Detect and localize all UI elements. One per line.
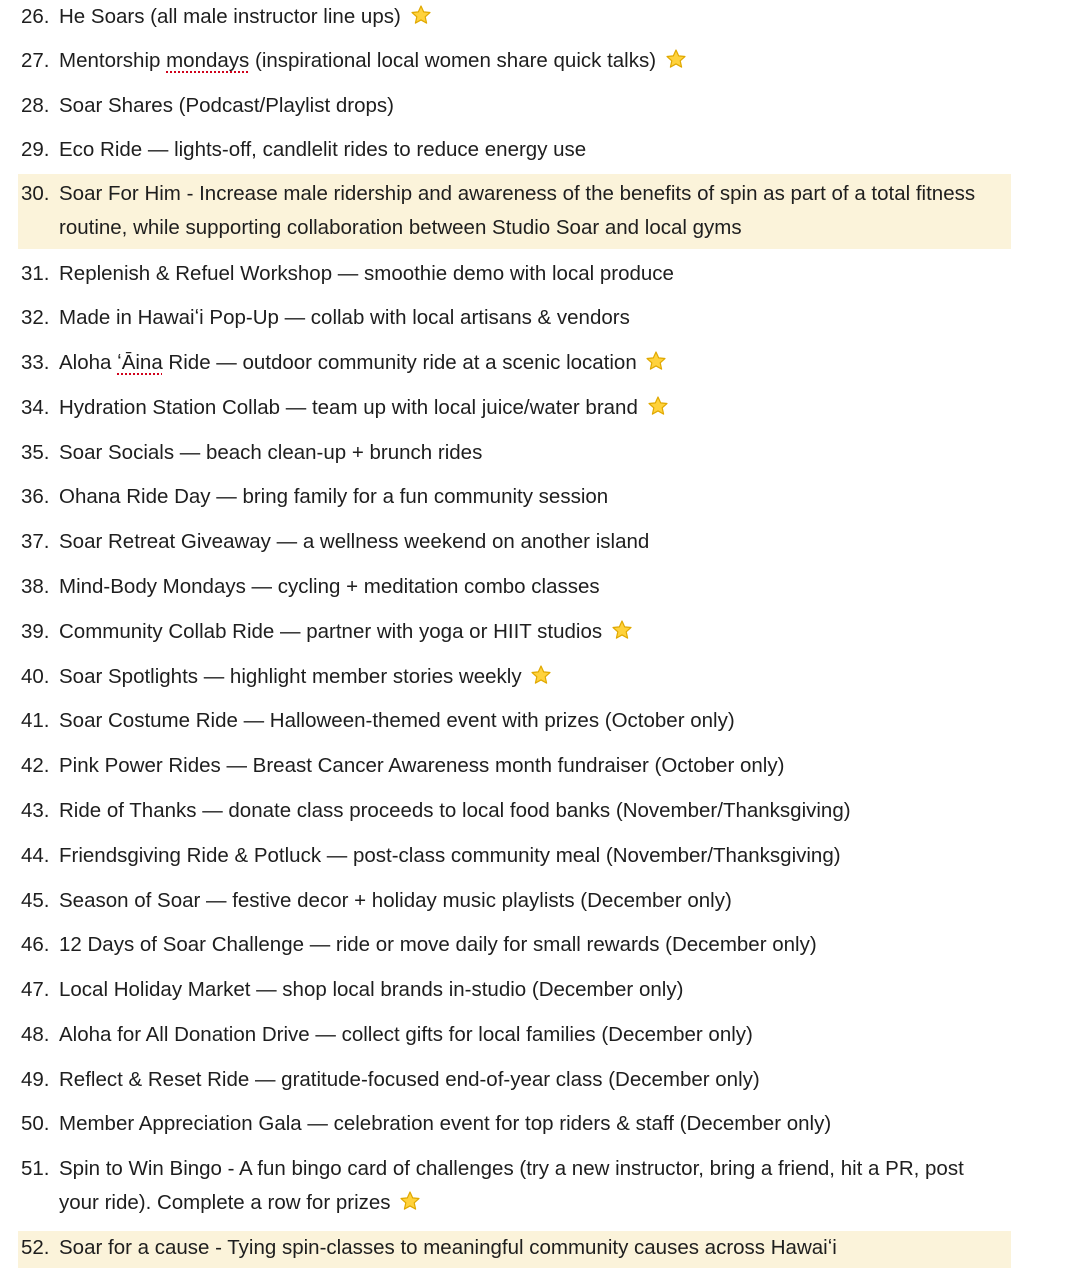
star-icon (665, 48, 687, 70)
list-item-text: Mentorship (59, 49, 167, 72)
list-item-number: 27. (21, 49, 50, 72)
list-item-number: 51. (21, 1157, 50, 1180)
list-item-number: 39. (21, 620, 50, 643)
list-item[interactable] (18, 1018, 1011, 1052)
list-item-text: Eco Ride — lights-off, candlelit rides to reduce energy use (59, 138, 587, 161)
list-item[interactable] (18, 928, 1011, 962)
list-item-text: Community Collab Ride — partner with yoga or HIIT studios (59, 620, 608, 643)
list-item-text: He Soars (all male instructor line ups) (59, 5, 407, 28)
list-item[interactable] (18, 1148, 1011, 1216)
highlighted-list-item[interactable] (18, 1231, 1011, 1268)
list-item[interactable] (18, 346, 1011, 380)
spellcheck-word: mondays (166, 49, 250, 72)
list-item[interactable] (18, 884, 1011, 918)
list-item-text: Aloha (59, 351, 118, 374)
list-item[interactable] (18, 89, 1011, 123)
list-item[interactable] (18, 794, 1011, 828)
list-item-text: Soar Socials — beach clean-up + brunch rides (59, 441, 483, 464)
list-item-number: 28. (21, 94, 50, 117)
list-item-text: Soar Retreat Giveaway — a wellness weekend on another island (59, 530, 650, 553)
list-item-text: Made in Hawaiʻi Pop-Up — collab with local artisans & vendors (59, 306, 630, 329)
list-item-number: 47. (21, 978, 50, 1001)
list-item-text: (inspirational local women share quick talks) (249, 49, 662, 72)
star-icon (645, 350, 667, 372)
list-item-number: 40. (21, 665, 50, 688)
list-item[interactable] (18, 615, 1011, 649)
list-item[interactable] (18, 525, 1011, 559)
list-item-text: Member Appreciation Gala — celebration event for top riders & staff (December only) (59, 1112, 832, 1135)
list-item-text: Hydration Station Collab — team up with local juice/water brand (59, 396, 644, 419)
list-item-text: Soar Spotlights — highlight member stories weekly (59, 665, 528, 688)
star-icon (530, 664, 552, 686)
list-item[interactable] (18, 973, 1011, 1007)
list-item-number: 52. (21, 1236, 50, 1259)
list-item-text: Soar For Him - Increase male ridership and awareness of the benefits of spin as part of a total fitness routine, while supporting collaboration between Studio Soar and local gyms (59, 182, 976, 239)
list-item-number: 34. (21, 396, 50, 419)
list-item-text: Friendsgiving Ride & Potluck — post-class community meal (November/Thanksgiving) (59, 844, 841, 867)
list-item[interactable] (18, 133, 1011, 167)
star-icon (399, 1190, 421, 1212)
list-item[interactable] (18, 1063, 1011, 1097)
list-item-number: 41. (21, 709, 50, 732)
list-item-number: 38. (21, 575, 50, 598)
list-item-number: 30. (21, 182, 50, 205)
list-item-text: Ride of Thanks — donate class proceeds to local food banks (November/Thanksgiving) (59, 799, 851, 822)
list-item-text: Mind-Body Mondays — cycling + meditation combo classes (59, 575, 600, 598)
list-item-text: Aloha for All Donation Drive — collect gifts for local families (December only) (59, 1023, 753, 1046)
list-item[interactable] (18, 257, 1011, 291)
list-item-text: Season of Soar — festive decor + holiday music playlists (December only) (59, 889, 732, 912)
star-icon (611, 619, 633, 641)
list-item-number: 33. (21, 351, 50, 374)
list-item-number: 31. (21, 262, 50, 285)
list-item[interactable] (18, 749, 1011, 783)
list-item[interactable] (18, 436, 1011, 470)
star-icon (647, 395, 669, 417)
list-item-text: 12 Days of Soar Challenge — ride or move daily for small rewards (December only) (59, 933, 817, 956)
list-item[interactable] (18, 660, 1011, 694)
list-item-text: Ohana Ride Day — bring family for a fun community session (59, 485, 609, 508)
list-item[interactable] (18, 391, 1011, 425)
list-item[interactable] (18, 44, 1011, 78)
list-item-number: 26. (21, 5, 50, 28)
list-item-text: Spin to Win Bingo - A fun bingo card of challenges (try a new instructor, bring a friend, hit a PR, post your ride). Complete a row for prizes (59, 1157, 964, 1214)
list-item-text: Pink Power Rides — Breast Cancer Awareness month fundraiser (October only) (59, 754, 785, 777)
list-item-number: 29. (21, 138, 50, 161)
list-item-number: 35. (21, 441, 50, 464)
list-item-number: 44. (21, 844, 50, 867)
list-item[interactable] (18, 704, 1011, 738)
list-item-number: 49. (21, 1068, 50, 1091)
list-item-number: 48. (21, 1023, 50, 1046)
star-icon (410, 4, 432, 26)
list-item-text: Soar Costume Ride — Halloween-themed event with prizes (October only) (59, 709, 735, 732)
list-item[interactable] (18, 570, 1011, 604)
list-item-text: Local Holiday Market — shop local brands in-studio (December only) (59, 978, 684, 1001)
list-item-number: 45. (21, 889, 50, 912)
list-item-number: 42. (21, 754, 50, 777)
list-item[interactable] (18, 301, 1011, 335)
list-item-text: Ride — outdoor community ride at a scenic location (162, 351, 643, 374)
list-item[interactable] (18, 1107, 1011, 1141)
list-item[interactable] (18, 480, 1011, 514)
list-item-text: Soar Shares (Podcast/Playlist drops) (59, 94, 394, 117)
list-item-number: 37. (21, 530, 50, 553)
list-item[interactable] (18, 0, 1011, 34)
highlighted-list-item[interactable] (18, 174, 1011, 249)
list-item-number: 46. (21, 933, 50, 956)
list-item[interactable] (18, 839, 1011, 873)
list-item-number: 32. (21, 306, 50, 329)
spellcheck-word: ʻĀina (117, 351, 163, 374)
list-item-text: Soar for a cause - Tying spin-classes to meaningful community causes across Hawaiʻi (59, 1236, 837, 1259)
list-item-text: Replenish & Refuel Workshop — smoothie demo with local produce (59, 262, 674, 285)
list-item-number: 43. (21, 799, 50, 822)
list-item-text: Reflect & Reset Ride — gratitude-focused end-of-year class (December only) (59, 1068, 760, 1091)
list-item-number: 50. (21, 1112, 50, 1135)
list-item-number: 36. (21, 485, 50, 508)
